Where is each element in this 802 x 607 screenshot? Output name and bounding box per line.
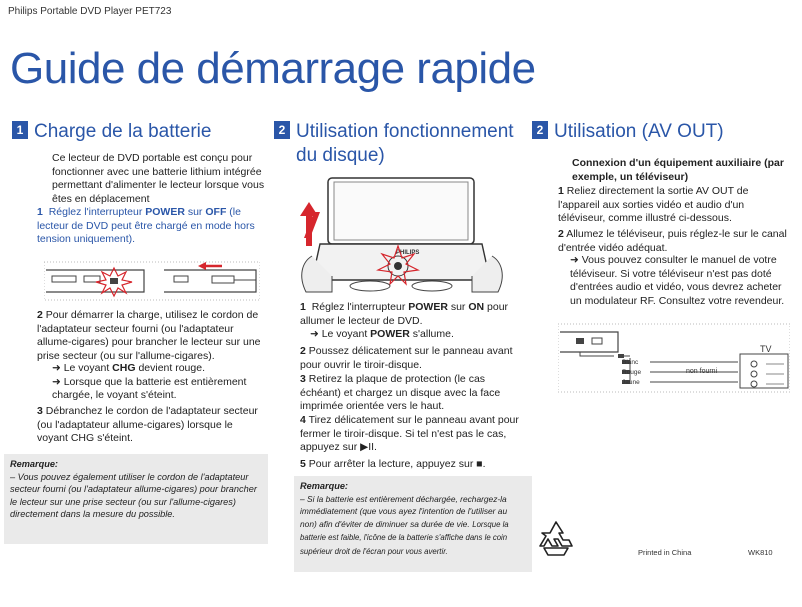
cable-jaune: Jaune xyxy=(622,379,640,386)
col1-intro: Ce lecteur de DVD portable est conçu pour fonctionner avec une batterie lithium intégrée permettant d'alimenter le lecteur lorsque vous êtes en déplacement xyxy=(52,152,265,205)
tv-label: TV xyxy=(760,344,772,354)
sub1-chg: CHG xyxy=(112,362,136,374)
section-2-title-line2: du disque) xyxy=(296,145,385,166)
step1-power: POWER xyxy=(145,206,185,218)
s1-c: sur xyxy=(450,301,466,313)
step2-sub2: ➜ Lorsque que la batterie est entièrement chargée, le voyant s'éteint. xyxy=(52,375,247,401)
note-label: Remarque: xyxy=(10,459,58,469)
av-connection-illustration xyxy=(558,322,790,394)
section-2-badge: 2 xyxy=(274,121,290,139)
note-label: Remarque: xyxy=(300,481,348,491)
s1-sub-a: ➜ Le voyant xyxy=(310,328,368,340)
sub1-a: ➜ Le voyant xyxy=(52,362,110,374)
s1-sub-power: POWER xyxy=(370,328,410,340)
col3-subheading: Connexion d'un équipement auxiliaire (par exemple, un téléviseur) xyxy=(572,157,784,183)
s1-e: pour allumer le lecteur de DVD. xyxy=(300,301,509,327)
col2-step2 xyxy=(300,345,522,372)
step-number: 1 xyxy=(558,185,564,197)
step-number: 2 xyxy=(37,309,43,321)
col3-step2-sub: ➜ Vous pouvez consulter le manuel de votre téléviseur. Si votre téléviseur n'est pas doté d'entrées audio et vidéo, vous devrez acheter un modulateur RF. Consultez votre revendeur. xyxy=(570,254,785,307)
device-brand: PHILIPS xyxy=(396,250,420,256)
col2-step4 xyxy=(300,414,522,455)
col2-step5 xyxy=(300,458,522,472)
section-2-title-line1: Utilisation fonctionnement xyxy=(296,121,514,142)
col2-step1 xyxy=(300,301,522,328)
section-3-title: Utilisation (AV OUT) xyxy=(554,121,724,142)
section-1-heading xyxy=(12,120,268,144)
step-number: 2 xyxy=(558,228,564,240)
col1-step2-sub xyxy=(52,362,266,403)
col2-note xyxy=(294,476,532,572)
step2-sub1 xyxy=(52,362,266,376)
step-number: 3 xyxy=(300,373,306,385)
s1-sub-c: s'allume. xyxy=(412,328,454,340)
step-number: 2 xyxy=(300,345,306,357)
page-title: Guide de démarrage rapide xyxy=(10,44,536,93)
section-utilisation-disque xyxy=(274,120,534,168)
step-number: 5 xyxy=(300,458,306,470)
note-text-1: – Si la batterie est entièrement déchargée, rechargez-la immédiatement (que vous ayez l'intention de l'utiliser au non) afin d'éviter de diminuer sa durée de vie. xyxy=(300,493,508,529)
dvd-player-illustration xyxy=(292,172,514,296)
s1-power: POWER xyxy=(408,301,448,313)
col3-step1 xyxy=(558,185,790,226)
sub1-c: devient rouge. xyxy=(138,362,205,374)
section-3-badge: 2 xyxy=(532,121,548,139)
col1-note xyxy=(4,454,268,544)
s3-text: Retirez la plaque de protection (le cas échéant) et chargez un disque avec la face imprimée orientée vers le haut. xyxy=(300,373,501,412)
col2-step3 xyxy=(300,373,522,414)
step1-text-a: Réglez l'interrupteur xyxy=(48,206,143,218)
col1-step1 xyxy=(37,206,265,247)
recycle-icon xyxy=(536,518,576,558)
s1-text: Reliez directement la sortie AV OUT de l'appareil aux sorties vidéo et audio d'un téléviseur, comme illustré ci-dessous. xyxy=(558,185,749,224)
s4-text: Tirez délicatement sur le panneau avant pour fermer le tiroir-disque. Si tel n'est pas le cas, appuyez sur ▶II. xyxy=(300,414,519,453)
doc-code: WK810 xyxy=(748,548,773,557)
note-text-2: Lorsque la batterie est faible, l'icône de la batterie s'affiche dans le coin supérieur droit de l'écran pour vous avertir. xyxy=(300,519,509,556)
col1-step2 xyxy=(37,309,265,363)
s2-text: Allumez le téléviseur, puis réglez-le sur le canal d'entrée vidéo adéquat. xyxy=(558,228,787,254)
step-number: 1 xyxy=(37,206,43,218)
step-number: 4 xyxy=(300,414,306,426)
step-number: 3 xyxy=(37,405,43,417)
s5-text: Pour arrêter la lecture, appuyez sur ■. xyxy=(308,458,486,470)
printed-in: Printed in China xyxy=(638,548,692,557)
product-header: Philips Portable DVD Player PET723 xyxy=(8,6,172,17)
section-1-badge: 1 xyxy=(12,121,28,139)
step-number: 1 xyxy=(300,301,306,313)
non-fourni-label: non fourni xyxy=(686,368,718,375)
section-2-heading xyxy=(274,120,534,144)
col2-step1-sub xyxy=(310,328,520,342)
cable-blanc: Blanc xyxy=(622,359,639,366)
section-1-title: Charge de la batterie xyxy=(34,121,212,142)
section-3-heading xyxy=(532,120,792,144)
step1-off: OFF xyxy=(205,206,227,218)
step2-text: Pour démarrer la charge, utilisez le cordon de l'adaptateur secteur fourni (ou l'adaptateur allume-cigares) pour brancher le lecteur sur une prise secteur (ou sur l'allume-cigares). xyxy=(37,309,261,362)
device-side-illustration xyxy=(44,256,260,306)
col1-step3 xyxy=(37,405,265,446)
col3-step2 xyxy=(558,228,790,255)
cable-rouge: Rouge xyxy=(622,369,642,376)
s1-on: ON xyxy=(468,301,485,313)
s2-text: Poussez délicatement sur le panneau avant pour ouvrir le tiroir-disque. xyxy=(300,345,513,371)
step3-text: Débranchez le cordon de l'adaptateur secteur (ou l'adaptateur allume-cigares) lorsque le voyant CHG s'éteint. xyxy=(37,405,258,444)
s1-a: Réglez l'interrupteur xyxy=(311,301,406,313)
step1-text-e: (le lecteur de DVD peut être chargé en mode hors tension uniquement). xyxy=(37,206,255,245)
note-text: – Vous pouvez également utiliser le cordon de l'adaptateur secteur fourni (ou l'adaptateur allume-cigares) pour brancher le lecteur sur une prise secteur (ou sur l'allume-cigares) directement dans la mesure du possible. xyxy=(10,471,257,519)
section-charge-batterie xyxy=(12,120,268,144)
section-utilisation-av-out xyxy=(532,120,792,144)
step1-text-c: sur xyxy=(187,206,203,218)
